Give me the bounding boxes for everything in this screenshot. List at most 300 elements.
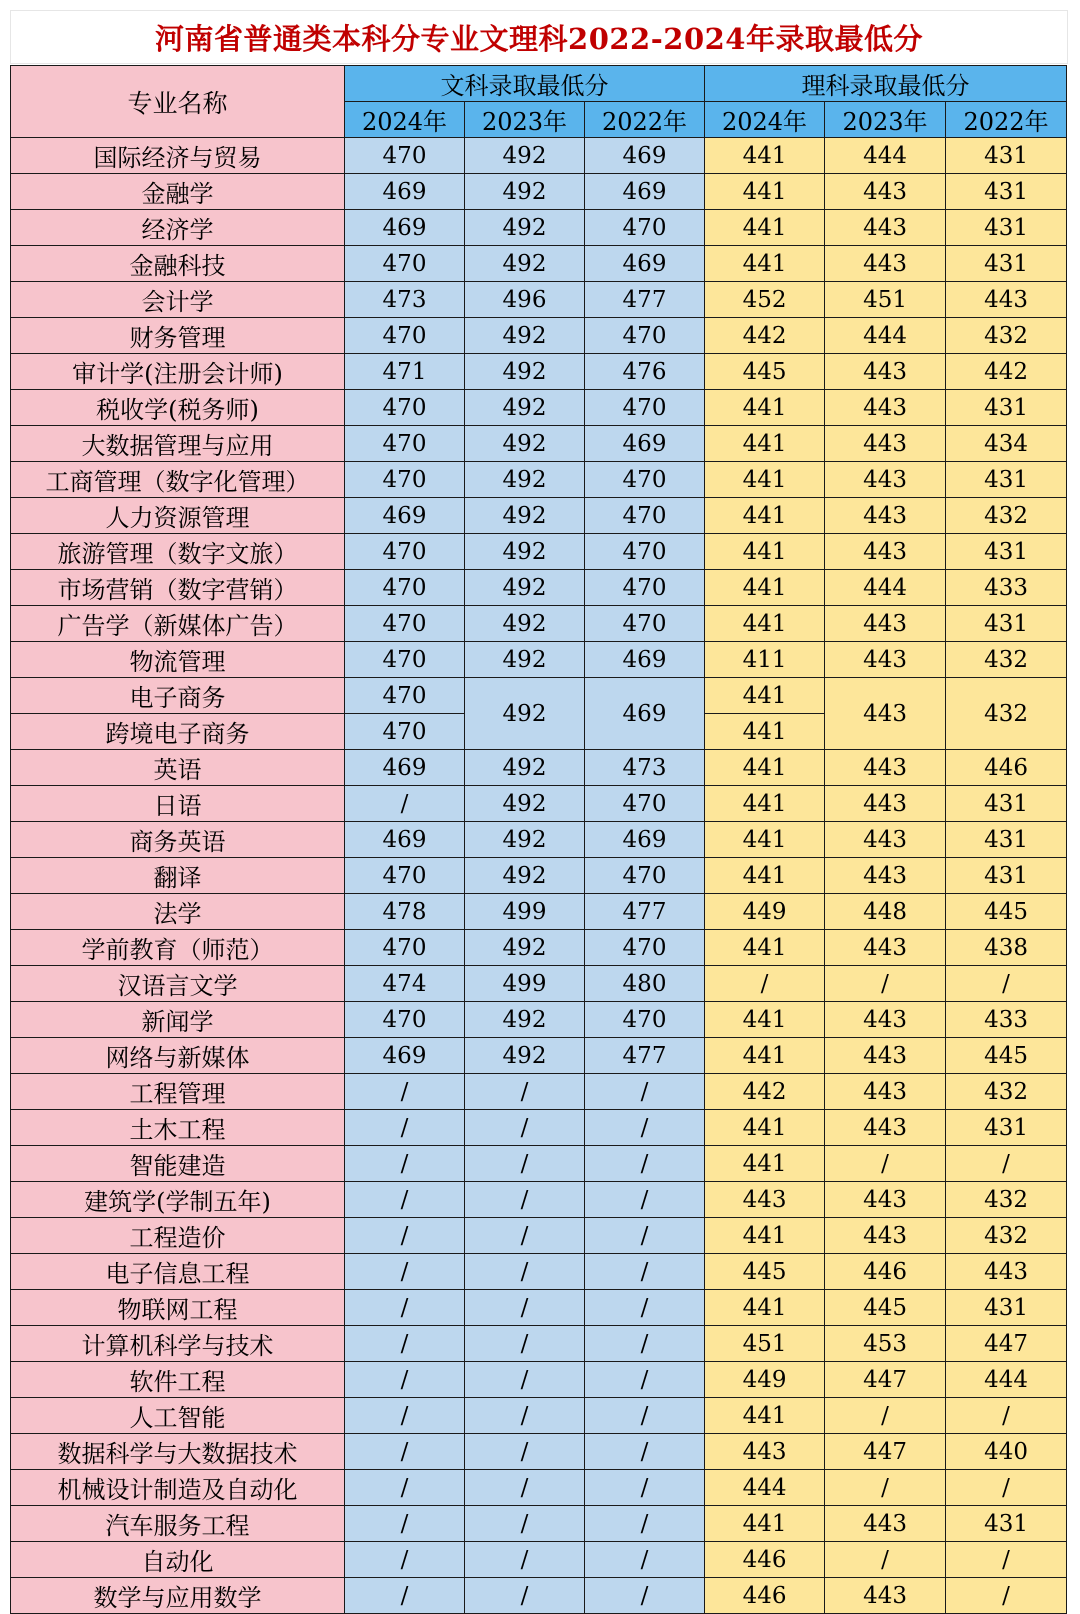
wen-score: / (465, 1110, 585, 1146)
major-name: 学前教育（师范） (11, 930, 345, 966)
wen-score: 492 (465, 750, 585, 786)
major-name: 机械设计制造及自动化 (11, 1470, 345, 1506)
wen-score: 469 (345, 210, 465, 246)
li-score: 441 (705, 1146, 825, 1182)
major-name: 物联网工程 (11, 1290, 345, 1326)
wen-score: / (345, 1254, 465, 1290)
li-score: 441 (705, 786, 825, 822)
li-score: 443 (825, 174, 946, 210)
header-li-year: 2022年 (946, 102, 1067, 138)
li-score: 441 (705, 534, 825, 570)
li-score: 432 (946, 1074, 1067, 1110)
wen-score: 473 (585, 750, 705, 786)
major-name: 税收学(税务师) (11, 390, 345, 426)
li-score: 441 (705, 498, 825, 534)
wen-score: 492 (465, 246, 585, 282)
wen-score: / (345, 1218, 465, 1254)
li-score: / (825, 1470, 946, 1506)
major-name: 工程造价 (11, 1218, 345, 1254)
title-box (10, 10, 1068, 64)
wen-score: / (585, 1578, 705, 1614)
li-score: 447 (825, 1434, 946, 1470)
li-score: 446 (946, 750, 1067, 786)
table-row (11, 426, 1067, 462)
table-row (11, 1506, 1067, 1542)
li-score: 445 (946, 1038, 1067, 1074)
wen-score: 492 (465, 930, 585, 966)
li-score: 432 (946, 678, 1067, 750)
li-score: 449 (705, 894, 825, 930)
table-row (11, 1542, 1067, 1578)
wen-score: 492 (465, 354, 585, 390)
li-score: / (705, 966, 825, 1002)
major-name: 商务英语 (11, 822, 345, 858)
table-row (11, 966, 1067, 1002)
header-li-year: 2023年 (825, 102, 946, 138)
li-score: 441 (705, 678, 825, 714)
wen-score: 470 (585, 390, 705, 426)
li-score: 441 (705, 462, 825, 498)
li-score: 443 (825, 822, 946, 858)
major-name: 物流管理 (11, 642, 345, 678)
major-name: 网络与新媒体 (11, 1038, 345, 1074)
li-score: / (946, 1578, 1067, 1614)
wen-score: / (585, 1182, 705, 1218)
table-row (11, 1362, 1067, 1398)
wen-score: 470 (345, 1002, 465, 1038)
li-score: 444 (946, 1362, 1067, 1398)
li-score: 441 (705, 1398, 825, 1434)
wen-score: / (465, 1578, 585, 1614)
wen-score: / (465, 1254, 585, 1290)
major-name: 建筑学(学制五年) (11, 1182, 345, 1218)
wen-score: 492 (465, 318, 585, 354)
li-score: 441 (705, 1218, 825, 1254)
li-score: / (946, 1542, 1067, 1578)
li-score: 443 (825, 1038, 946, 1074)
wen-score: 492 (465, 858, 585, 894)
table-row (11, 1254, 1067, 1290)
wen-score: 470 (345, 714, 465, 750)
li-score: 432 (946, 642, 1067, 678)
li-score: 441 (705, 1290, 825, 1326)
wen-score: / (465, 1362, 585, 1398)
wen-score: 470 (585, 318, 705, 354)
li-score: 443 (825, 642, 946, 678)
li-score: 411 (705, 642, 825, 678)
page-title: 河南省普通类本科分专业文理科2022-2024年录取最低分 (155, 21, 923, 56)
wen-score: 492 (465, 498, 585, 534)
wen-score: 469 (585, 678, 705, 750)
major-name: 新闻学 (11, 1002, 345, 1038)
wen-score: 470 (345, 318, 465, 354)
wen-score: 470 (585, 930, 705, 966)
wen-score: 496 (465, 282, 585, 318)
li-score: 442 (946, 354, 1067, 390)
wen-score: 469 (585, 138, 705, 174)
li-score: 443 (825, 750, 946, 786)
li-score: 443 (825, 462, 946, 498)
li-score: 441 (705, 858, 825, 894)
table-row (11, 1146, 1067, 1182)
wen-score: / (585, 1542, 705, 1578)
wen-score: 470 (345, 390, 465, 426)
wen-score: 492 (465, 1002, 585, 1038)
major-name: 工商管理（数字化管理） (11, 462, 345, 498)
li-score: 431 (946, 534, 1067, 570)
wen-score: 469 (345, 498, 465, 534)
wen-score: / (345, 1326, 465, 1362)
li-score: 443 (825, 534, 946, 570)
wen-score: 470 (345, 534, 465, 570)
wen-score: 470 (585, 210, 705, 246)
major-name: 金融学 (11, 174, 345, 210)
table-row (11, 1578, 1067, 1614)
wen-score: / (465, 1218, 585, 1254)
wen-score: 473 (345, 282, 465, 318)
wen-score: 492 (465, 138, 585, 174)
major-name: 数据科学与大数据技术 (11, 1434, 345, 1470)
li-score: 447 (825, 1362, 946, 1398)
major-name: 财务管理 (11, 318, 345, 354)
major-name: 电子商务 (11, 678, 345, 714)
wen-score: 476 (585, 354, 705, 390)
major-name: 英语 (11, 750, 345, 786)
li-score: / (825, 1146, 946, 1182)
major-name: 智能建造 (11, 1146, 345, 1182)
wen-score: / (465, 1434, 585, 1470)
table-row (11, 462, 1067, 498)
li-score: 443 (825, 246, 946, 282)
li-score: 443 (825, 210, 946, 246)
wen-score: / (345, 1290, 465, 1326)
major-name: 人力资源管理 (11, 498, 345, 534)
wen-score: / (465, 1182, 585, 1218)
header-li-group: 理科录取最低分 (705, 66, 1067, 102)
li-score: 432 (946, 1218, 1067, 1254)
li-score: 444 (705, 1470, 825, 1506)
wen-score: / (585, 1326, 705, 1362)
li-score: 433 (946, 570, 1067, 606)
li-score: 431 (946, 210, 1067, 246)
li-score: 441 (705, 570, 825, 606)
li-score: / (825, 1542, 946, 1578)
table-row (11, 822, 1067, 858)
li-score: 441 (705, 606, 825, 642)
li-score: 443 (825, 858, 946, 894)
wen-score: / (585, 1254, 705, 1290)
wen-score: / (585, 1074, 705, 1110)
major-name: 法学 (11, 894, 345, 930)
wen-score: / (465, 1506, 585, 1542)
major-name: 旅游管理（数字文旅） (11, 534, 345, 570)
li-score: / (946, 1470, 1067, 1506)
li-score: 431 (946, 606, 1067, 642)
wen-score: / (345, 1362, 465, 1398)
wen-score: 492 (465, 678, 585, 750)
li-score: 441 (705, 930, 825, 966)
li-score: 431 (946, 786, 1067, 822)
wen-score: / (345, 1146, 465, 1182)
major-name: 金融科技 (11, 246, 345, 282)
major-name: 电子信息工程 (11, 1254, 345, 1290)
li-score: 433 (946, 1002, 1067, 1038)
wen-score: / (465, 1542, 585, 1578)
li-score: 443 (946, 1254, 1067, 1290)
li-score: 441 (705, 174, 825, 210)
wen-score: 470 (345, 678, 465, 714)
header-row-groups (11, 66, 1067, 102)
wen-score: / (345, 786, 465, 822)
table-row (11, 174, 1067, 210)
wen-score: / (585, 1398, 705, 1434)
major-name: 计算机科学与技术 (11, 1326, 345, 1362)
li-score: 431 (946, 390, 1067, 426)
li-score: 451 (825, 282, 946, 318)
wen-score: 470 (585, 462, 705, 498)
table-row (11, 894, 1067, 930)
wen-score: 492 (465, 1038, 585, 1074)
major-name: 广告学（新媒体广告） (11, 606, 345, 642)
header-wen-year: 2024年 (345, 102, 465, 138)
scores-table (10, 65, 1067, 1614)
li-score: 446 (705, 1542, 825, 1578)
li-score: 443 (705, 1182, 825, 1218)
wen-score: / (585, 1146, 705, 1182)
wen-score: 470 (345, 570, 465, 606)
table-row (11, 138, 1067, 174)
li-score: 442 (705, 1074, 825, 1110)
table-row (11, 498, 1067, 534)
li-score: 445 (825, 1290, 946, 1326)
li-score: 441 (705, 138, 825, 174)
li-score: 441 (705, 1002, 825, 1038)
wen-score: / (465, 1074, 585, 1110)
li-score: 443 (946, 282, 1067, 318)
table-row (11, 1398, 1067, 1434)
wen-score: / (345, 1470, 465, 1506)
li-score: 443 (825, 786, 946, 822)
major-name: 人工智能 (11, 1398, 345, 1434)
wen-score: / (465, 1146, 585, 1182)
wen-score: / (345, 1542, 465, 1578)
wen-score: 492 (465, 786, 585, 822)
wen-score: 480 (585, 966, 705, 1002)
li-score: 441 (705, 1038, 825, 1074)
table-row (11, 318, 1067, 354)
wen-score: 478 (345, 894, 465, 930)
li-score: 453 (825, 1326, 946, 1362)
li-score: 445 (705, 354, 825, 390)
major-name: 大数据管理与应用 (11, 426, 345, 462)
wen-score: 470 (345, 642, 465, 678)
wen-score: 492 (465, 570, 585, 606)
li-score: / (946, 1146, 1067, 1182)
li-score: 432 (946, 498, 1067, 534)
li-score: 441 (705, 822, 825, 858)
wen-score: / (345, 1398, 465, 1434)
li-score: 443 (825, 1110, 946, 1146)
wen-score: 492 (465, 462, 585, 498)
li-score: 443 (825, 678, 946, 750)
wen-score: 470 (585, 606, 705, 642)
table-row (11, 1182, 1067, 1218)
major-name: 数学与应用数学 (11, 1578, 345, 1614)
header-li-year: 2024年 (705, 102, 825, 138)
table-row (11, 606, 1067, 642)
table-row (11, 678, 1067, 714)
table-row (11, 1326, 1067, 1362)
wen-score: 469 (345, 1038, 465, 1074)
li-score: 443 (825, 1182, 946, 1218)
li-score: 441 (705, 1110, 825, 1146)
wen-score: 477 (585, 282, 705, 318)
li-score: 431 (946, 822, 1067, 858)
li-score: 441 (705, 210, 825, 246)
major-name: 日语 (11, 786, 345, 822)
major-name: 市场营销（数字营销） (11, 570, 345, 606)
wen-score: 470 (345, 426, 465, 462)
wen-score: 470 (585, 570, 705, 606)
wen-score: 492 (465, 642, 585, 678)
table-row (11, 390, 1067, 426)
li-score: 432 (946, 318, 1067, 354)
table-row (11, 1074, 1067, 1110)
wen-score: 470 (585, 498, 705, 534)
li-score: / (946, 1398, 1067, 1434)
wen-score: 477 (585, 1038, 705, 1074)
li-score: 431 (946, 1110, 1067, 1146)
wen-score: / (585, 1290, 705, 1326)
li-score: 431 (946, 462, 1067, 498)
wen-score: / (585, 1362, 705, 1398)
li-score: 444 (825, 318, 946, 354)
li-score: 431 (946, 1506, 1067, 1542)
major-name: 会计学 (11, 282, 345, 318)
table-row (11, 1470, 1067, 1506)
li-score: 443 (825, 498, 946, 534)
wen-score: 492 (465, 822, 585, 858)
wen-score: / (465, 1290, 585, 1326)
wen-score: 499 (465, 966, 585, 1002)
li-score: 443 (825, 390, 946, 426)
li-score: 441 (705, 750, 825, 786)
li-score: 431 (946, 1290, 1067, 1326)
li-score: 443 (825, 1218, 946, 1254)
li-score: 443 (825, 354, 946, 390)
li-score: 441 (705, 714, 825, 750)
li-score: 444 (825, 570, 946, 606)
wen-score: 469 (345, 822, 465, 858)
li-score: 449 (705, 1362, 825, 1398)
li-score: / (825, 966, 946, 1002)
table-row (11, 786, 1067, 822)
li-score: 448 (825, 894, 946, 930)
table-row (11, 1434, 1067, 1470)
header-wen-group: 文科录取最低分 (345, 66, 705, 102)
li-score: 431 (946, 138, 1067, 174)
li-score: 445 (705, 1254, 825, 1290)
li-score: 443 (825, 930, 946, 966)
li-score: 440 (946, 1434, 1067, 1470)
wen-score: 470 (345, 462, 465, 498)
major-name: 软件工程 (11, 1362, 345, 1398)
table-row (11, 1038, 1067, 1074)
wen-score: 470 (345, 246, 465, 282)
wen-score: / (585, 1470, 705, 1506)
wen-score: 499 (465, 894, 585, 930)
wen-score: 469 (345, 750, 465, 786)
li-score: / (946, 966, 1067, 1002)
wen-score: / (345, 1074, 465, 1110)
li-score: 442 (705, 318, 825, 354)
wen-score: 470 (585, 534, 705, 570)
table-row (11, 1002, 1067, 1038)
header-wen-year: 2022年 (585, 102, 705, 138)
wen-score: / (345, 1110, 465, 1146)
wen-score: 470 (585, 1002, 705, 1038)
table-row (11, 570, 1067, 606)
li-score: 444 (825, 138, 946, 174)
wen-score: 469 (345, 174, 465, 210)
wen-score: 469 (585, 426, 705, 462)
wen-score: / (345, 1434, 465, 1470)
wen-score: 492 (465, 174, 585, 210)
li-score: 443 (825, 1074, 946, 1110)
wen-score: 470 (345, 930, 465, 966)
major-name: 审计学(注册会计师) (11, 354, 345, 390)
major-name: 自动化 (11, 1542, 345, 1578)
li-score: 443 (825, 1578, 946, 1614)
table-row (11, 354, 1067, 390)
wen-score: / (465, 1470, 585, 1506)
li-score: 443 (825, 1506, 946, 1542)
li-score: / (825, 1398, 946, 1434)
wen-score: / (465, 1398, 585, 1434)
wen-score: 492 (465, 390, 585, 426)
major-name: 汉语言文学 (11, 966, 345, 1002)
table-row (11, 642, 1067, 678)
wen-score: 469 (585, 246, 705, 282)
li-score: 445 (946, 894, 1067, 930)
wen-score: / (345, 1182, 465, 1218)
major-name: 汽车服务工程 (11, 1506, 345, 1542)
li-score: 431 (946, 246, 1067, 282)
major-name: 翻译 (11, 858, 345, 894)
wen-score: 474 (345, 966, 465, 1002)
li-score: 441 (705, 390, 825, 426)
li-score: 431 (946, 858, 1067, 894)
major-name: 工程管理 (11, 1074, 345, 1110)
table-row (11, 1218, 1067, 1254)
li-score: 441 (705, 426, 825, 462)
li-score: 441 (705, 246, 825, 282)
li-score: 452 (705, 282, 825, 318)
li-score: 434 (946, 426, 1067, 462)
wen-score: 492 (465, 606, 585, 642)
wen-score: / (465, 1326, 585, 1362)
header-major-name: 专业名称 (11, 66, 345, 138)
wen-score: / (345, 1578, 465, 1614)
li-score: 432 (946, 1182, 1067, 1218)
li-score: 446 (825, 1254, 946, 1290)
table-row (11, 246, 1067, 282)
table-row (11, 750, 1067, 786)
major-name: 经济学 (11, 210, 345, 246)
li-score: 443 (825, 1002, 946, 1038)
li-score: 451 (705, 1326, 825, 1362)
wen-score: / (585, 1110, 705, 1146)
